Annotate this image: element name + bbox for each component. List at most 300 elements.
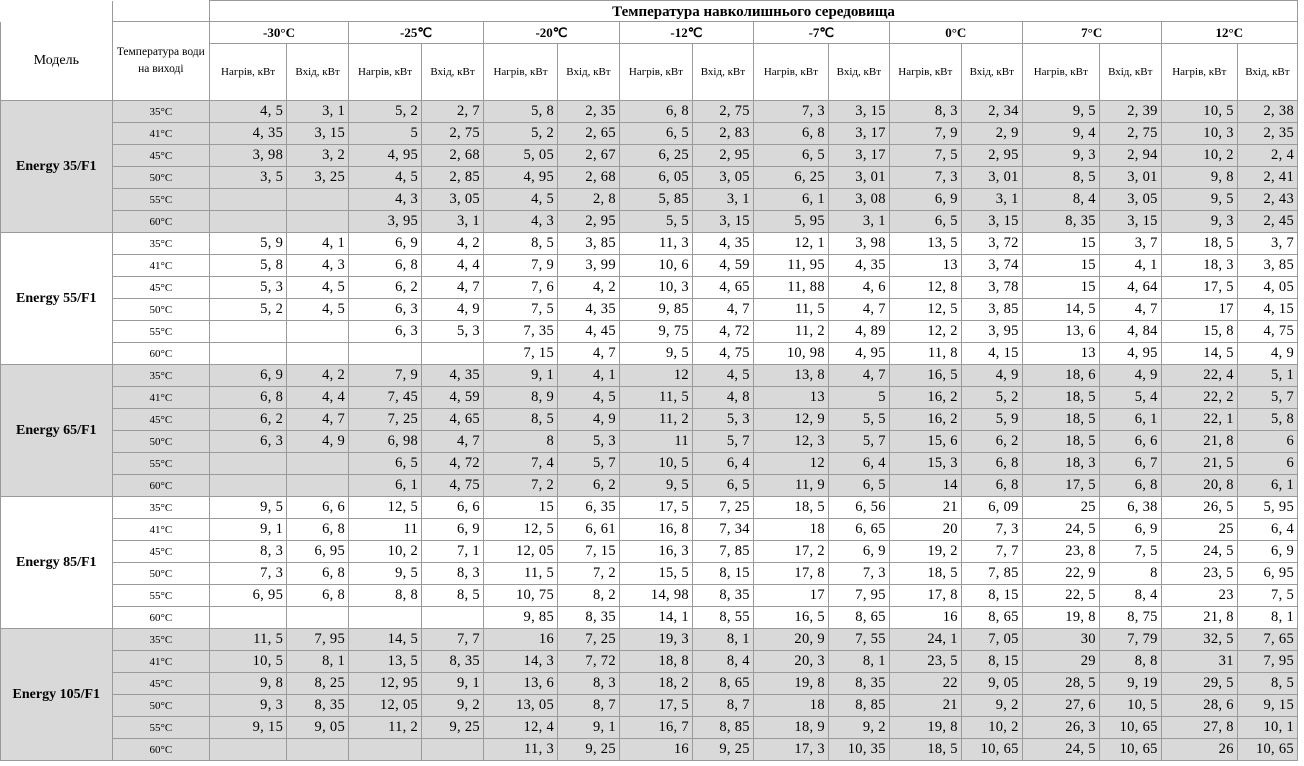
input-power-value: 9, 25 <box>692 739 753 761</box>
heating-value <box>210 321 287 343</box>
input-power-value: 2, 68 <box>558 167 620 189</box>
model-name: Energy 105/F1 <box>1 629 113 761</box>
input-power-value: 9, 05 <box>287 717 349 739</box>
heating-value: 9, 1 <box>483 365 557 387</box>
input-power-value: 7, 2 <box>558 563 620 585</box>
heating-value: 9, 4 <box>1022 123 1099 145</box>
input-power-value: 4, 4 <box>287 387 349 409</box>
input-power-value: 8, 3 <box>558 673 620 695</box>
heating-value <box>210 475 287 497</box>
input-power-value: 4, 7 <box>692 299 753 321</box>
heating-value: 26, 3 <box>1022 717 1099 739</box>
input-power-value: 2, 67 <box>558 145 620 167</box>
heating-value: 22, 9 <box>1022 563 1099 585</box>
input-power-value: 4, 35 <box>558 299 620 321</box>
input-power-value: 4, 9 <box>558 409 620 431</box>
heating-value: 22, 4 <box>1161 365 1237 387</box>
heating-value: 18, 5 <box>889 563 961 585</box>
heating-value: 18, 3 <box>1161 255 1237 277</box>
heating-value: 5, 8 <box>483 101 557 123</box>
heating-value: 5, 95 <box>753 211 828 233</box>
input-power-value: 2, 83 <box>692 123 753 145</box>
input-power-value: 3, 1 <box>287 101 349 123</box>
heating-value: 3, 95 <box>349 211 422 233</box>
input-power-value: 2, 95 <box>558 211 620 233</box>
input-power-value: 3, 72 <box>961 233 1022 255</box>
ambient-temp-header: -7℃ <box>753 22 889 44</box>
heating-value <box>210 453 287 475</box>
input-power-value: 3, 1 <box>828 211 889 233</box>
input-power-value: 7, 95 <box>828 585 889 607</box>
input-power-value <box>287 739 349 761</box>
water-temp-cell: 60°C <box>112 607 209 629</box>
heating-value: 22, 2 <box>1161 387 1237 409</box>
heating-value: 10, 5 <box>1161 101 1237 123</box>
heating-value: 6, 1 <box>753 189 828 211</box>
input-power-value: 8, 1 <box>692 629 753 651</box>
water-temp-cell: 41°C <box>112 387 209 409</box>
heating-value: 9, 1 <box>210 519 287 541</box>
heating-value: 11, 3 <box>619 233 692 255</box>
input-power-value: 7, 1 <box>422 541 484 563</box>
heating-value: 8, 8 <box>349 585 422 607</box>
table-row <box>1 431 1298 453</box>
heating-value: 6, 5 <box>349 453 422 475</box>
heating-value: 17, 2 <box>753 541 828 563</box>
table-row <box>1 277 1298 299</box>
input-power-value: 3, 08 <box>828 189 889 211</box>
heating-value: 12 <box>619 365 692 387</box>
heating-value: 6, 5 <box>619 123 692 145</box>
heating-value: 7, 25 <box>349 409 422 431</box>
heating-value: 4, 3 <box>349 189 422 211</box>
input-power-value: 4, 9 <box>422 299 484 321</box>
heating-value: 16, 3 <box>619 541 692 563</box>
heating-value: 7, 3 <box>889 167 961 189</box>
input-power-value: 3, 05 <box>422 189 484 211</box>
input-power-value: 4, 65 <box>692 277 753 299</box>
input-power-value: 5 <box>828 387 889 409</box>
input-power-value: 5, 7 <box>692 431 753 453</box>
heating-value: 18, 3 <box>1022 453 1099 475</box>
heating-value: 18, 5 <box>1022 431 1099 453</box>
input-power-value: 4, 9 <box>1237 343 1297 365</box>
table-row <box>1 475 1298 497</box>
input-power-value: 3, 1 <box>422 211 484 233</box>
input-power-value: 6, 9 <box>1099 519 1161 541</box>
heating-value: 9, 5 <box>619 475 692 497</box>
heating-value: 13 <box>889 255 961 277</box>
heating-value <box>210 343 287 365</box>
input-power-value: 2, 43 <box>1237 189 1297 211</box>
water-temp-cell: 50°C <box>112 431 209 453</box>
heating-value: 14, 5 <box>349 629 422 651</box>
input-power-value: 4, 64 <box>1099 277 1161 299</box>
heating-value: 6, 9 <box>889 189 961 211</box>
input-power-value: 4, 5 <box>692 365 753 387</box>
input-power-value: 7, 7 <box>961 541 1022 563</box>
input-power-value: 8, 25 <box>287 673 349 695</box>
heating-value: 26, 5 <box>1161 497 1237 519</box>
input-power-value: 2, 8 <box>558 189 620 211</box>
input-power-value: 6, 95 <box>1237 563 1297 585</box>
table-row <box>1 299 1298 321</box>
input-power-value: 9, 2 <box>961 695 1022 717</box>
water-temp-cell: 41°C <box>112 519 209 541</box>
heating-value: 19, 8 <box>1022 607 1099 629</box>
input-power-value: 7, 85 <box>961 563 1022 585</box>
input-power-value: 2, 35 <box>1237 123 1297 145</box>
heating-value: 21 <box>889 497 961 519</box>
input-power-value: 3, 1 <box>961 189 1022 211</box>
input-power-value: 4, 6 <box>828 277 889 299</box>
heating-value: 7, 6 <box>483 277 557 299</box>
input-power-value: 10, 65 <box>1099 739 1161 761</box>
input-power-value: 3, 85 <box>1237 255 1297 277</box>
input-power-value: 4, 95 <box>828 343 889 365</box>
table-row <box>1 167 1298 189</box>
input-power-value: 6, 9 <box>828 541 889 563</box>
input-power-value: 4, 7 <box>422 277 484 299</box>
input-power-value: 2, 68 <box>422 145 484 167</box>
table-row <box>1 365 1298 387</box>
input-power-value: 4, 15 <box>1237 299 1297 321</box>
input-power-value: 3, 01 <box>1099 167 1161 189</box>
heating-value: 4, 5 <box>210 101 287 123</box>
input-power-value: 4, 95 <box>1099 343 1161 365</box>
input-power-value: 10, 65 <box>961 739 1022 761</box>
input-power-value: 6, 65 <box>828 519 889 541</box>
heating-value: 6, 95 <box>210 585 287 607</box>
input-power-header: Вхід, кВт <box>1237 44 1297 101</box>
heating-value: 9, 5 <box>1022 101 1099 123</box>
heating-value <box>349 607 422 629</box>
input-power-header: Вхід, кВт <box>558 44 620 101</box>
heating-value: 30 <box>1022 629 1099 651</box>
heating-value: 16, 5 <box>889 365 961 387</box>
heating-value: 11, 88 <box>753 277 828 299</box>
input-power-value: 2, 38 <box>1237 101 1297 123</box>
input-power-value: 6, 35 <box>558 497 620 519</box>
model-header: Модель <box>1 22 113 101</box>
input-power-value <box>287 453 349 475</box>
input-power-value: 4, 1 <box>287 233 349 255</box>
input-power-value: 4, 75 <box>692 343 753 365</box>
input-power-value: 2, 75 <box>692 101 753 123</box>
heating-value: 7, 9 <box>889 123 961 145</box>
heating-value: 10, 5 <box>619 453 692 475</box>
input-power-value: 8, 1 <box>1237 607 1297 629</box>
water-temp-cell: 50°C <box>112 695 209 717</box>
input-power-value: 4, 35 <box>692 233 753 255</box>
heating-value: 11, 5 <box>483 563 557 585</box>
input-power-value: 3, 98 <box>828 233 889 255</box>
heating-value: 17, 5 <box>619 497 692 519</box>
corner-cell-2 <box>112 1 209 22</box>
heating-value: 9, 5 <box>1161 189 1237 211</box>
heating-value <box>349 739 422 761</box>
heating-value: 16, 8 <box>619 519 692 541</box>
ambient-temp-header: -12℃ <box>619 22 753 44</box>
heating-value: 10, 3 <box>619 277 692 299</box>
heating-value: 6, 3 <box>210 431 287 453</box>
heating-value: 26 <box>1161 739 1237 761</box>
heating-header: Нагрів, кВт <box>349 44 422 101</box>
water-temp-cell: 55°C <box>112 321 209 343</box>
heating-value: 6, 9 <box>210 365 287 387</box>
heating-value: 6, 5 <box>753 145 828 167</box>
heating-value: 10, 6 <box>619 255 692 277</box>
heating-value: 11, 2 <box>619 409 692 431</box>
input-power-value: 3, 05 <box>1099 189 1161 211</box>
heating-value: 9, 5 <box>210 497 287 519</box>
input-power-value: 8, 8 <box>1099 651 1161 673</box>
input-power-value: 4, 9 <box>961 365 1022 387</box>
table-row <box>1 211 1298 233</box>
input-power-value: 3, 15 <box>1099 211 1161 233</box>
input-power-value: 10, 1 <box>1237 717 1297 739</box>
heating-value: 18, 5 <box>889 739 961 761</box>
heating-value: 16, 2 <box>889 409 961 431</box>
heating-value: 9, 3 <box>1022 145 1099 167</box>
heating-value: 5 <box>349 123 422 145</box>
input-power-value: 6, 8 <box>287 563 349 585</box>
table-row <box>1 585 1298 607</box>
heating-value: 4, 35 <box>210 123 287 145</box>
heating-value: 12, 4 <box>483 717 557 739</box>
input-power-value: 8, 1 <box>287 651 349 673</box>
input-power-value <box>287 343 349 365</box>
input-power-value: 7, 5 <box>1237 585 1297 607</box>
input-power-value: 4, 3 <box>287 255 349 277</box>
input-power-value: 8, 35 <box>692 585 753 607</box>
input-power-value: 8, 1 <box>828 651 889 673</box>
input-power-value: 4, 7 <box>1099 299 1161 321</box>
heating-value: 12, 2 <box>889 321 961 343</box>
input-power-value: 6, 2 <box>961 431 1022 453</box>
input-power-value: 6, 8 <box>287 585 349 607</box>
input-power-value: 3, 15 <box>287 123 349 145</box>
heating-value: 18, 9 <box>753 717 828 739</box>
heating-value: 4, 3 <box>483 211 557 233</box>
heating-value: 7, 5 <box>889 145 961 167</box>
heating-value: 22, 1 <box>1161 409 1237 431</box>
input-power-value: 9, 2 <box>422 695 484 717</box>
heating-value: 11, 9 <box>753 475 828 497</box>
input-power-value: 8, 35 <box>422 651 484 673</box>
heating-value: 6, 8 <box>619 101 692 123</box>
input-power-value: 7, 3 <box>828 563 889 585</box>
input-power-header: Вхід, кВт <box>1099 44 1161 101</box>
input-power-value: 8, 85 <box>828 695 889 717</box>
input-power-header: Вхід, кВт <box>961 44 1022 101</box>
input-power-value: 6, 6 <box>287 497 349 519</box>
table-row <box>1 189 1298 211</box>
input-power-value: 6, 8 <box>961 453 1022 475</box>
input-power-value: 10, 35 <box>828 739 889 761</box>
input-power-value: 4, 75 <box>1237 321 1297 343</box>
heating-value: 15 <box>1022 255 1099 277</box>
ambient-temp-header: -30°C <box>210 22 349 44</box>
heating-value: 7, 9 <box>483 255 557 277</box>
heating-value: 9, 3 <box>1161 211 1237 233</box>
input-power-value: 2, 45 <box>1237 211 1297 233</box>
heating-value: 8, 9 <box>483 387 557 409</box>
input-power-value: 6, 9 <box>1237 541 1297 563</box>
table-row <box>1 607 1298 629</box>
heating-value: 7, 5 <box>483 299 557 321</box>
heating-header: Нагрів, кВт <box>210 44 287 101</box>
input-power-value: 8, 65 <box>828 607 889 629</box>
input-power-value: 2, 94 <box>1099 145 1161 167</box>
input-power-value: 6, 09 <box>961 497 1022 519</box>
input-power-value: 9, 25 <box>422 717 484 739</box>
input-power-value: 3, 17 <box>828 145 889 167</box>
heating-value: 19, 3 <box>619 629 692 651</box>
heating-value: 6, 2 <box>210 409 287 431</box>
heating-value: 8, 3 <box>889 101 961 123</box>
input-power-value: 4, 7 <box>558 343 620 365</box>
ambient-temp-header: -25℃ <box>349 22 484 44</box>
heating-value: 4, 95 <box>483 167 557 189</box>
heating-value: 11, 5 <box>619 387 692 409</box>
input-power-value: 7, 79 <box>1099 629 1161 651</box>
table-row <box>1 123 1298 145</box>
heating-value: 12, 05 <box>349 695 422 717</box>
heating-value: 7, 3 <box>753 101 828 123</box>
input-power-value: 8, 35 <box>828 673 889 695</box>
heating-value <box>349 343 422 365</box>
water-temp-cell: 55°C <box>112 189 209 211</box>
input-power-value: 3, 74 <box>961 255 1022 277</box>
input-power-value: 2, 85 <box>422 167 484 189</box>
input-power-value: 8, 65 <box>692 673 753 695</box>
input-power-value: 3, 17 <box>828 123 889 145</box>
input-power-value: 4, 84 <box>1099 321 1161 343</box>
input-power-value: 4, 7 <box>287 409 349 431</box>
heating-value: 5, 8 <box>210 255 287 277</box>
heating-value: 17, 5 <box>1022 475 1099 497</box>
input-power-value: 4, 35 <box>828 255 889 277</box>
input-power-value: 4, 15 <box>961 343 1022 365</box>
input-power-value: 3, 15 <box>692 211 753 233</box>
input-power-value: 7, 15 <box>558 541 620 563</box>
input-power-value: 7, 7 <box>422 629 484 651</box>
input-power-value <box>287 475 349 497</box>
input-power-header: Вхід, кВт <box>692 44 753 101</box>
input-power-value: 6, 8 <box>1099 475 1161 497</box>
heating-value: 20, 3 <box>753 651 828 673</box>
heating-value: 6, 8 <box>753 123 828 145</box>
input-power-value: 6, 8 <box>287 519 349 541</box>
heating-value: 10, 3 <box>1161 123 1237 145</box>
input-power-value: 8, 15 <box>692 563 753 585</box>
input-power-value: 4, 45 <box>558 321 620 343</box>
input-power-value: 8, 65 <box>961 607 1022 629</box>
heating-value: 12, 3 <box>753 431 828 453</box>
input-power-value: 10, 65 <box>1099 717 1161 739</box>
input-power-value: 9, 25 <box>558 739 620 761</box>
heating-value: 25 <box>1022 497 1099 519</box>
model-name: Energy 35/F1 <box>1 101 113 233</box>
heating-value: 13, 05 <box>483 695 557 717</box>
heating-value: 16, 2 <box>889 387 961 409</box>
input-power-value <box>422 739 484 761</box>
heating-header: Нагрів, кВт <box>483 44 557 101</box>
input-power-value: 6, 38 <box>1099 497 1161 519</box>
water-temp-cell: 35°C <box>112 497 209 519</box>
heating-value: 15, 8 <box>1161 321 1237 343</box>
heating-value: 16, 7 <box>619 717 692 739</box>
input-power-value: 7, 65 <box>1237 629 1297 651</box>
heating-value: 7, 9 <box>349 365 422 387</box>
heating-value: 12, 9 <box>753 409 828 431</box>
ambient-temp-header: 0°C <box>889 22 1022 44</box>
heating-value: 21, 8 <box>1161 431 1237 453</box>
heating-value: 18, 5 <box>1022 387 1099 409</box>
heating-value: 10, 5 <box>210 651 287 673</box>
heating-value: 22, 5 <box>1022 585 1099 607</box>
input-power-value: 4, 7 <box>422 431 484 453</box>
heating-value: 23, 5 <box>1161 563 1237 585</box>
input-power-value: 5, 3 <box>422 321 484 343</box>
heating-value: 6, 5 <box>889 211 961 233</box>
input-power-value: 8, 35 <box>287 695 349 717</box>
input-power-value: 6, 8 <box>961 475 1022 497</box>
heating-value: 24, 1 <box>889 629 961 651</box>
heating-value: 6, 3 <box>349 299 422 321</box>
input-power-value: 6, 4 <box>828 453 889 475</box>
input-power-value: 3, 95 <box>961 321 1022 343</box>
input-power-value: 8, 15 <box>961 651 1022 673</box>
heating-value: 9, 85 <box>619 299 692 321</box>
heating-value: 23 <box>1161 585 1237 607</box>
heating-value: 5, 85 <box>619 189 692 211</box>
heating-value: 12, 5 <box>349 497 422 519</box>
heating-value: 14 <box>889 475 961 497</box>
input-power-value: 6, 5 <box>828 475 889 497</box>
input-power-value: 6, 1 <box>1099 409 1161 431</box>
input-power-value: 3, 78 <box>961 277 1022 299</box>
input-power-value: 9, 15 <box>1237 695 1297 717</box>
heating-value: 20, 8 <box>1161 475 1237 497</box>
input-power-value: 8, 75 <box>1099 607 1161 629</box>
heating-value: 11 <box>619 431 692 453</box>
heating-value: 15, 5 <box>619 563 692 585</box>
heating-value: 17, 8 <box>889 585 961 607</box>
input-power-value: 6, 95 <box>287 541 349 563</box>
heating-value: 11, 3 <box>483 739 557 761</box>
heating-value: 7, 15 <box>483 343 557 365</box>
heating-value: 11, 5 <box>210 629 287 651</box>
heating-value: 15, 6 <box>889 431 961 453</box>
heating-value: 12, 1 <box>753 233 828 255</box>
water-temp-cell: 41°C <box>112 255 209 277</box>
input-power-value <box>422 343 484 365</box>
input-power-value: 6, 6 <box>422 497 484 519</box>
input-power-value: 5, 5 <box>828 409 889 431</box>
input-power-value: 6, 4 <box>692 453 753 475</box>
heating-value: 12, 8 <box>889 277 961 299</box>
input-power-value <box>287 189 349 211</box>
heating-value: 19, 2 <box>889 541 961 563</box>
water-temp-cell: 45°C <box>112 145 209 167</box>
heating-value: 32, 5 <box>1161 629 1237 651</box>
ambient-temp-header: -20℃ <box>483 22 619 44</box>
heating-value: 21, 5 <box>1161 453 1237 475</box>
heating-value: 11, 95 <box>753 255 828 277</box>
heating-value: 8, 5 <box>1022 167 1099 189</box>
